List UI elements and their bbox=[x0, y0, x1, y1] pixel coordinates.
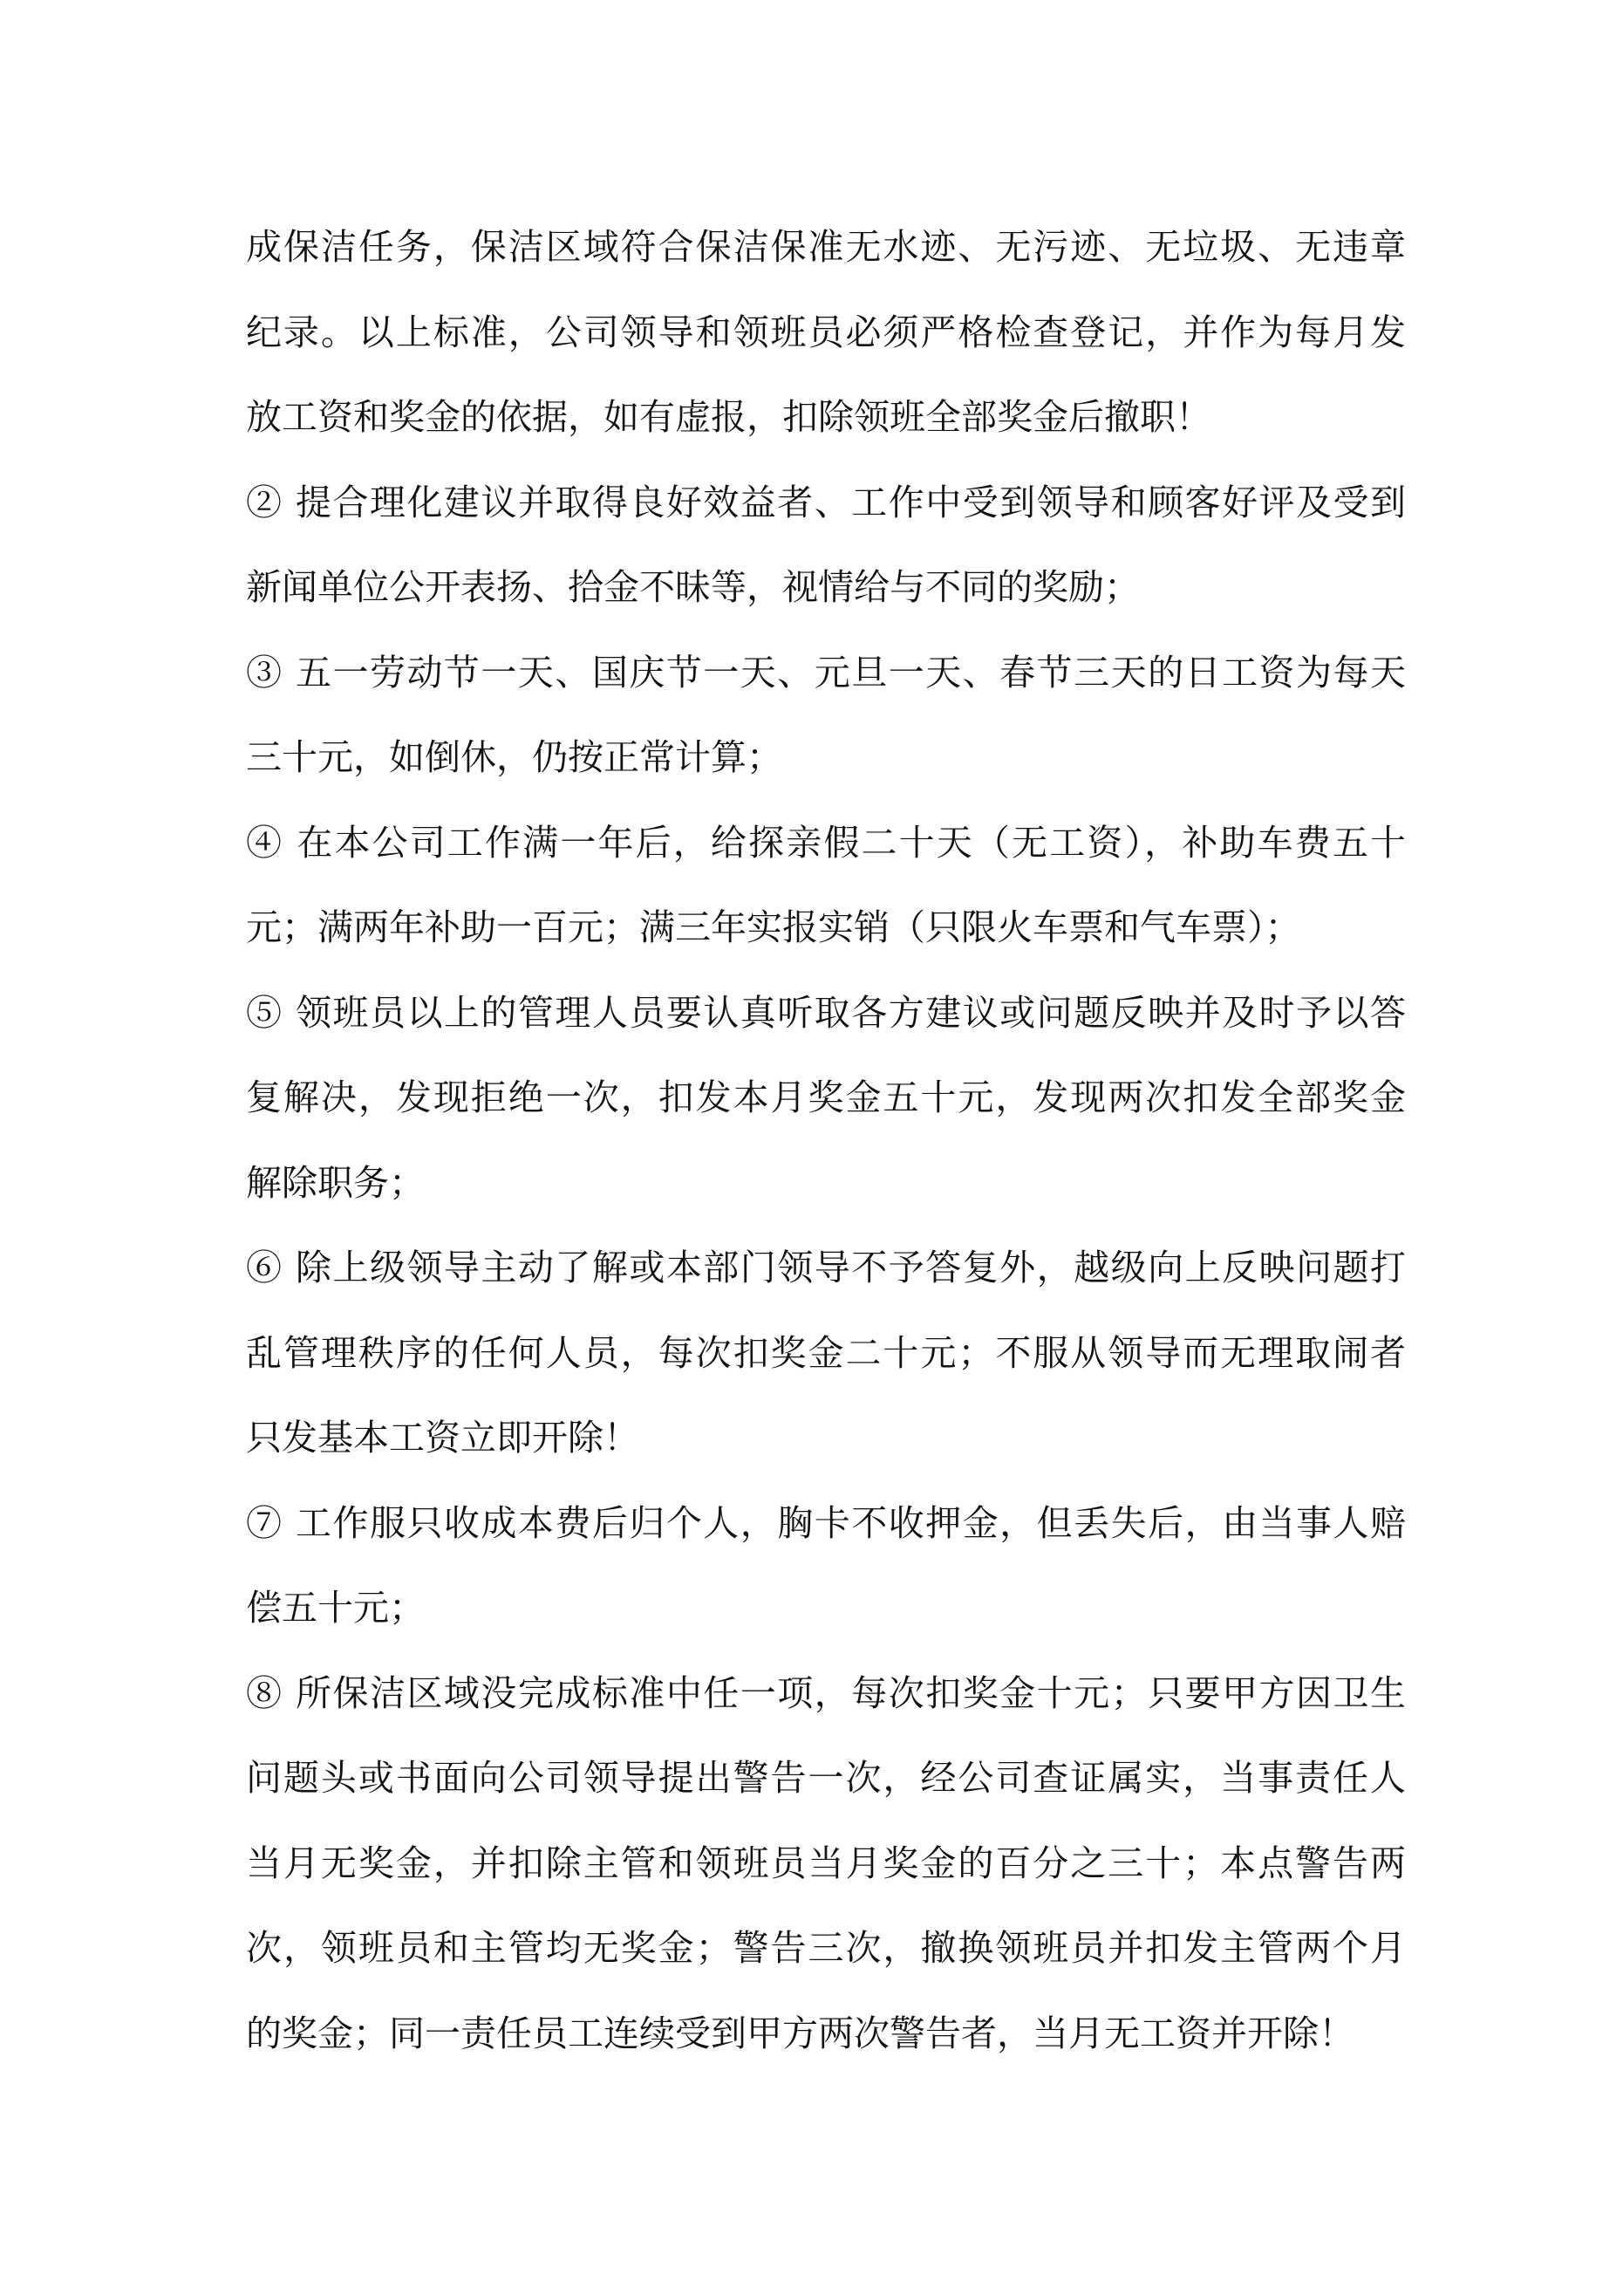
text-line: 只发基本工资立即开除！ bbox=[246, 1417, 639, 1459]
text-line: ⑦ 工作服只收成本费后归个人，胸卡不收押金，但丢失后，由当事人赔 bbox=[246, 1501, 1406, 1544]
text-line: ② 提合理化建议并取得良好效益者、工作中受到领导和顾客好评及受到 bbox=[246, 481, 1406, 523]
text-line: 问题头或书面向公司领导提出警告一次，经公司查证属实，当事责任人 bbox=[246, 1757, 1406, 1799]
text-line: 的奖金；同一责任员工连续受到甲方两次警告者，当月无工资并开除！ bbox=[246, 2012, 1354, 2054]
text-line: ⑥ 除上级领导主动了解或本部门领导不予答复外，越级向上反映问题打 bbox=[246, 1247, 1406, 1288]
text-line: ⑤ 领班员以上的管理人员要认真听取各方建议或问题反映并及时予以答 bbox=[246, 991, 1406, 1034]
text-line: 新闻单位公开表扬、拾金不昧等，视情给与不同的奖励； bbox=[246, 566, 1140, 608]
text-line: 三十元，如倒休，仍按正常计算； bbox=[246, 736, 782, 778]
text-line: 复解决，发现拒绝一次，扣发本月奖金五十元，发现两次扣发全部奖金 bbox=[246, 1076, 1406, 1118]
text-line: ③ 五一劳动节一天、国庆节一天、元旦一天、春节三天的日工资为每天 bbox=[246, 651, 1406, 694]
text-line: 放工资和奖金的依据，如有虚报，扣除领班全部奖金后撤职！ bbox=[246, 396, 1211, 438]
text-line: 偿五十元； bbox=[246, 1587, 425, 1629]
text-line: 元；满两年补助一百元；满三年实报实销（只限火车票和气车票）； bbox=[246, 906, 1301, 948]
document-body bbox=[246, 205, 1406, 2076]
text-line: 解除职务； bbox=[246, 1161, 425, 1204]
text-line: ⑧ 所保洁区域没完成标准中任一项，每次扣奖金十元；只要甲方因卫生 bbox=[246, 1671, 1406, 1714]
text-line: 纪录。以上标准，公司领导和领班员必须严格检查登记，并作为每月发 bbox=[246, 311, 1406, 353]
text-line: 成保洁任务，保洁区域符合保洁保准无水迹、无污迹、无垃圾、无违章 bbox=[246, 226, 1406, 268]
text-line: 次，领班员和主管均无奖金；警告三次，撤换领班员并扣发主管两个月 bbox=[246, 1927, 1406, 1969]
text-line: 当月无奖金，并扣除主管和领班员当月奖金的百分之三十；本点警告两 bbox=[246, 1842, 1406, 1884]
text-line: ④ 在本公司工作满一年后，给探亲假二十天（无工资），补助车费五十 bbox=[246, 821, 1406, 864]
text-line: 乱管理秩序的任何人员，每次扣奖金二十元；不服从领导而无理取闹者 bbox=[246, 1331, 1406, 1374]
